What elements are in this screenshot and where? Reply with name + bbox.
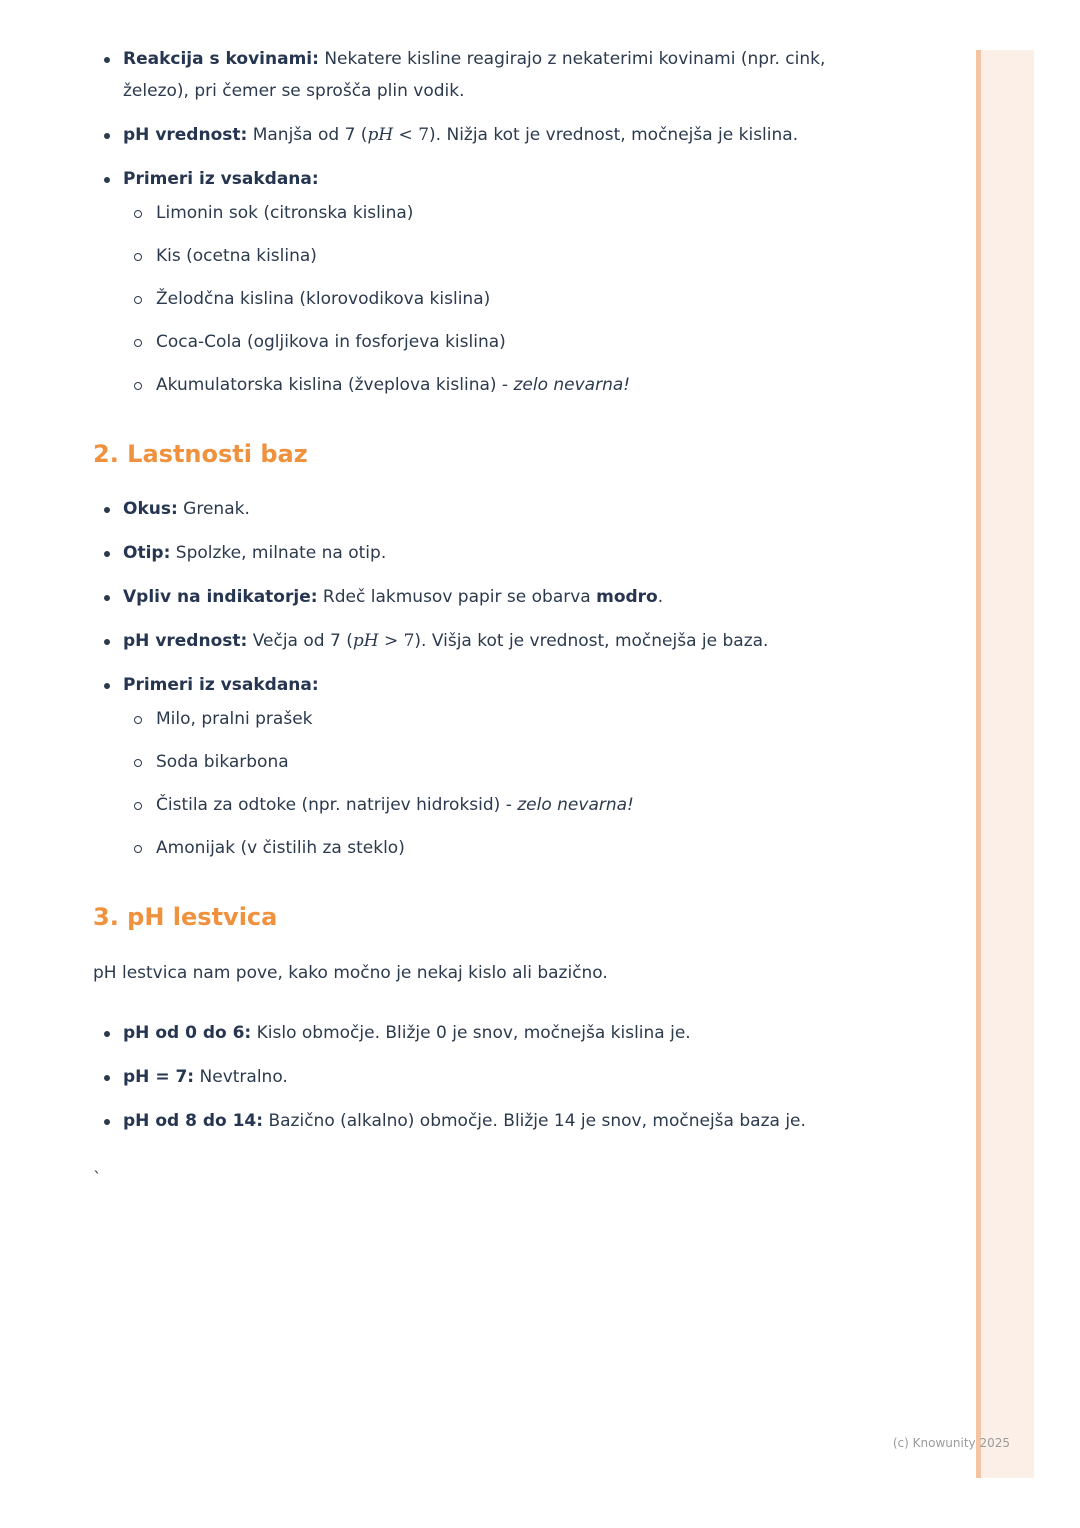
item-text: Čistila za odtoke (npr. natrijev hidroksid) -	[156, 795, 518, 816]
emphasized-word: modro	[596, 587, 658, 608]
item-text: Nevtralno.	[194, 1066, 288, 1087]
ph-scale-list	[93, 1018, 871, 1138]
item-text: ). Nižja kot je vrednost, močnejša je kislina.	[429, 124, 799, 145]
list-item	[123, 747, 871, 779]
item-label: Primeri iz vsakdana:	[123, 675, 319, 696]
item-text: Grenak.	[177, 499, 250, 520]
item-text: Manjša od 7 (	[247, 124, 368, 145]
item-text: .	[657, 587, 664, 608]
ph-scale-intro: pH lestvica nam pove, kako močno je nekaj kislo ali bazično.	[93, 962, 608, 983]
base-properties-list	[93, 494, 871, 865]
item-label: Vpliv na indikatorje:	[123, 587, 318, 608]
section-heading-ph-scale: 3. pH lestvica	[93, 902, 278, 931]
math-expression: > 7	[378, 631, 415, 652]
item-text: Spolzke, milnate na otip.	[170, 543, 387, 564]
item-text: Akumulatorska kislina (žveplova kislina) -	[156, 374, 514, 395]
list-item	[123, 704, 871, 736]
math-expression: < 7	[393, 124, 430, 145]
base-examples-sublist	[123, 704, 871, 865]
list-item	[123, 833, 871, 865]
list-item	[123, 284, 871, 316]
item-label: pH vrednost:	[123, 631, 248, 652]
math-expression: pH	[367, 124, 394, 145]
item-text: Rdeč lakmusov papir se obarva	[317, 587, 597, 608]
item-label: Reakcija s kovinami:	[123, 49, 319, 69]
item-text: Limonin sok (citronska kislina)	[156, 202, 414, 223]
item-label: pH = 7:	[123, 1066, 195, 1087]
list-item	[123, 370, 871, 402]
list-item	[93, 164, 871, 402]
list-item	[93, 626, 871, 658]
danger-note: zelo nevarna!	[517, 795, 634, 816]
list-item	[123, 327, 871, 359]
list-item	[123, 790, 871, 822]
math-expression: pH	[352, 631, 379, 652]
copyright-footer: (c) Knowunity 2025	[892, 1436, 1010, 1450]
list-item	[93, 1018, 871, 1050]
section-heading-bases: 2. Lastnosti baz	[93, 439, 308, 468]
document-content	[93, 44, 871, 1196]
item-label: pH vrednost:	[123, 124, 248, 145]
item-label: pH od 8 do 14:	[123, 1110, 264, 1131]
stray-backtick: `	[93, 1168, 102, 1189]
item-label: Otip:	[123, 543, 171, 564]
item-text: Amonijak (v čistilih za steklo)	[156, 838, 405, 858]
item-text: Coca-Cola (ogljikova in fosforjeva kislina)	[156, 331, 506, 352]
item-label: pH od 0 do 6:	[123, 1022, 252, 1043]
acid-properties-list	[93, 44, 871, 402]
danger-note: zelo nevarna!	[513, 374, 631, 395]
list-item	[123, 198, 871, 230]
item-text: Večja od 7 (	[247, 631, 353, 652]
list-item	[93, 1106, 871, 1138]
item-text: Želodčna kislina (klorovodikova kislina)	[156, 288, 491, 309]
item-label: Primeri iz vsakdana:	[123, 168, 319, 189]
item-text: Kis (ocetna kislina)	[156, 245, 317, 266]
list-item	[93, 538, 871, 570]
list-item	[93, 120, 871, 152]
item-text: Soda bikarbona	[156, 752, 289, 773]
item-text: ). Višja kot je vrednost, močnejša je baza.	[414, 631, 769, 652]
list-item	[93, 582, 871, 614]
list-item	[93, 1062, 871, 1094]
list-item	[123, 241, 871, 273]
item-text: Nekatere kisline reagirajo z nekaterimi kovinami (npr. cink, železo), pri čemer se sprošča plin vodik.	[123, 49, 826, 101]
item-text: Kislo območje. Bližje 0 je snov, močnejša kislina je.	[251, 1022, 691, 1043]
list-item	[93, 494, 871, 526]
item-text: Bazično (alkalno) območje. Bližje 14 je snov, močnejša baza je.	[263, 1110, 806, 1131]
item-label: Okus:	[123, 499, 178, 520]
page-margin-stripe	[976, 50, 1034, 1478]
item-text: Milo, pralni prašek	[156, 709, 313, 730]
acid-examples-sublist	[123, 198, 871, 402]
list-item	[93, 670, 871, 865]
list-item	[93, 44, 871, 108]
